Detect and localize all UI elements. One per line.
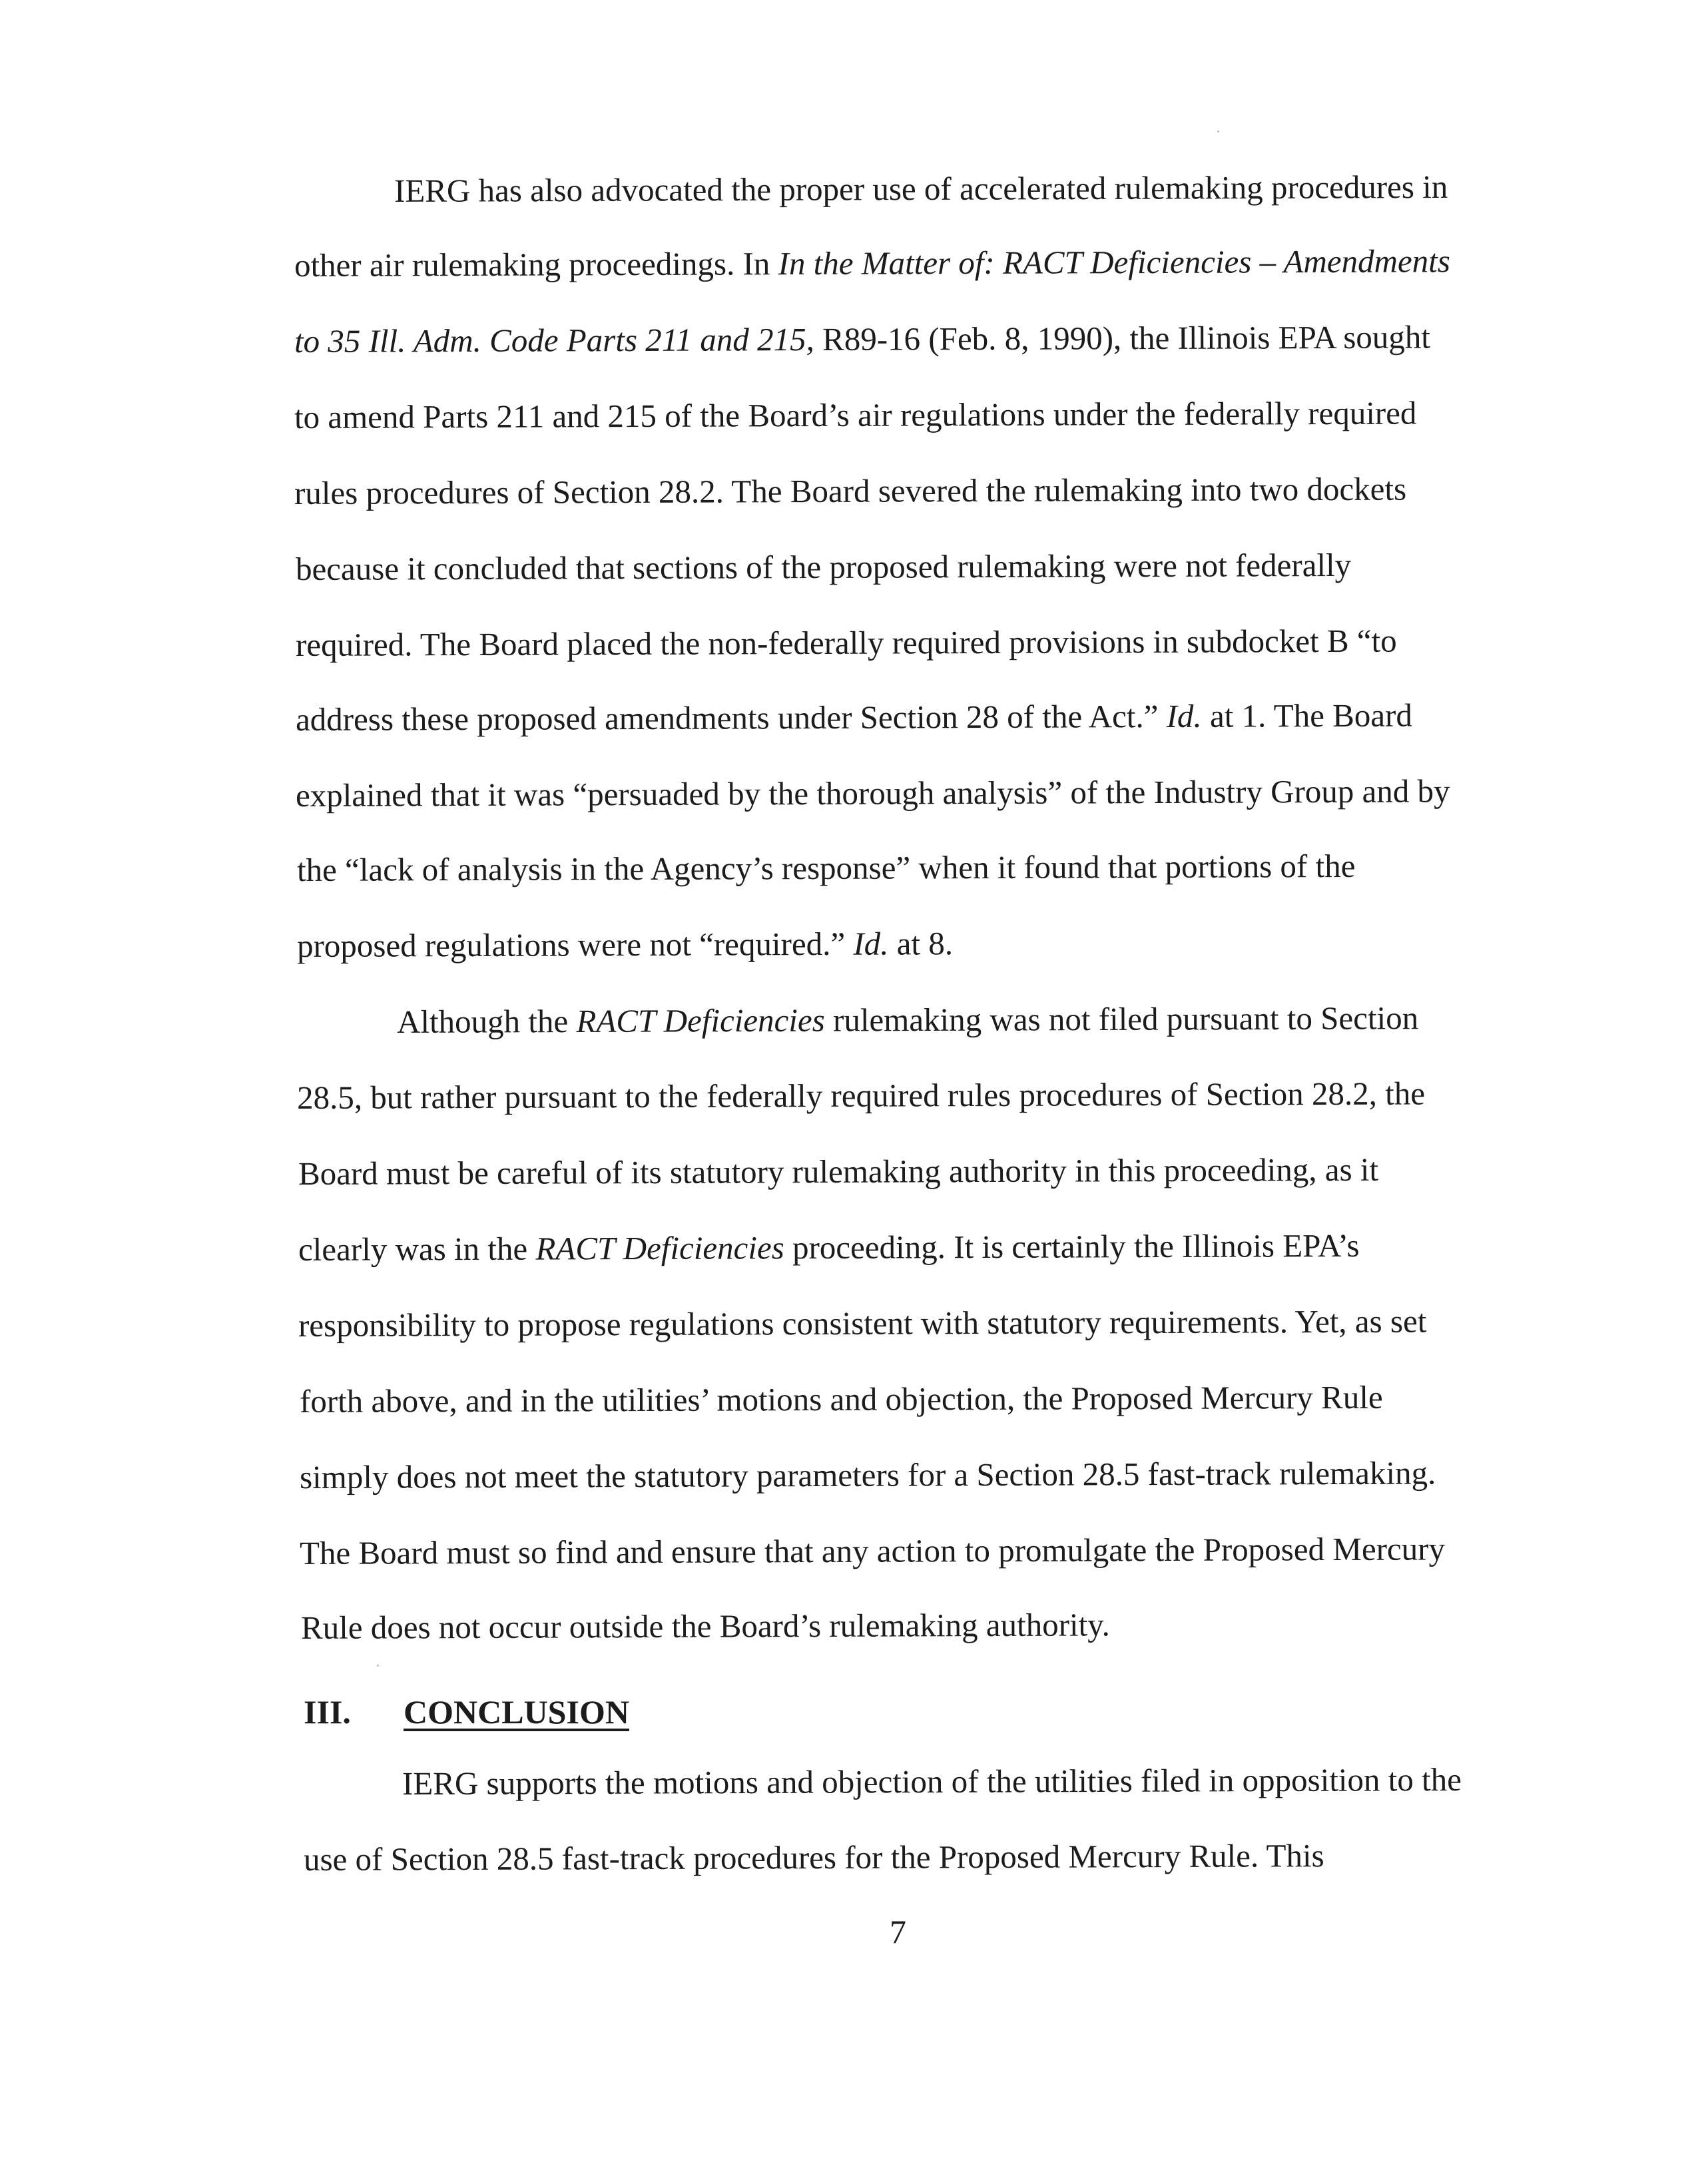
text-line: 28.5, but rather pursuant to the federally required rules procedures of Section 28.2, the [296,1075,1426,1116]
text-line: The Board must so find and ensure that any action to promulgate the Proposed Mercury [299,1530,1446,1571]
text-line: forth above, and in the utilities’ motions and objection, the Proposed Mercury Rule [299,1378,1383,1420]
text-line: explained that it was “persuaded by the thorough analysis” of the Industry Group and by [295,772,1450,814]
text-line: simply does not meet the statutory parameters for a Section 28.5 fast-track rulemaking. [299,1454,1436,1496]
text-line: the “lack of analysis in the Agency’s response” when it found that portions of the [296,847,1356,888]
section-title: CONCLUSION [404,1693,629,1731]
page-number: 7 [890,1913,906,1950]
text-line: to amend Parts 211 and 215 of the Board’s air regulations under the federally required [294,394,1417,435]
scan-speck [1217,131,1219,133]
text-line: use of Section 28.5 fast-track procedures for the Proposed Mercury Rule. This [303,1837,1324,1878]
text-line: Rule does not occur outside the Board’s rulemaking authority. [300,1606,1110,1646]
scan-speck [377,1665,379,1667]
case-citation: In the Matter of: RACT Deficiencies – Amendments [778,242,1450,282]
text-line: address these proposed amendments under Section 28 of the Act.” Id. at 1. The Board [295,696,1413,738]
text-line: proposed regulations were not “required.” Id. at 8. [296,925,954,964]
text-line: clearly was in the RACT Deficiencies proceeding. It is certainly the Illinois EPA’s [298,1227,1360,1268]
text-line: responsibility to propose regulations consistent with statutory requirements. Yet, as set [298,1302,1427,1344]
text-line: rules procedures of Section 28.2. The Board severed the rulemaking into two dockets [294,470,1407,511]
text-line: IERG supports the motions and objection of the utilities filed in opposition to the [402,1761,1462,1802]
text-line: because it concluded that sections of the proposed rulemaking were not federally [295,546,1352,587]
text-line: Board must be careful of its statutory rulemaking authority in this proceeding, as it [298,1151,1379,1192]
id-citation: Id. [853,925,889,962]
case-short-name: RACT Deficiencies [576,1001,825,1039]
case-short-name: RACT Deficiencies [535,1229,784,1267]
text-line: IERG has also advocated the proper use of accelerated rulemaking procedures in [394,168,1448,209]
text-line: to 35 Ill. Adm. Code Parts 211 and 215, R89-16 (Feb. 8, 1990), the Illinois EPA sought [294,318,1431,360]
regulation-citation: to 35 Ill. Adm. Code Parts 211 and 215, [294,321,814,360]
text-line: required. The Board placed the non-federally required provisions in subdocket B “to [295,622,1397,663]
text-line: other air rulemaking proceedings. In In the Matter of: RACT Deficiencies – Amendments [294,242,1450,284]
text-line: Although the RACT Deficiencies rulemaking was not filed pursuant to Section [396,999,1419,1040]
id-citation: Id. [1166,697,1202,734]
section-number: III. [304,1693,351,1731]
